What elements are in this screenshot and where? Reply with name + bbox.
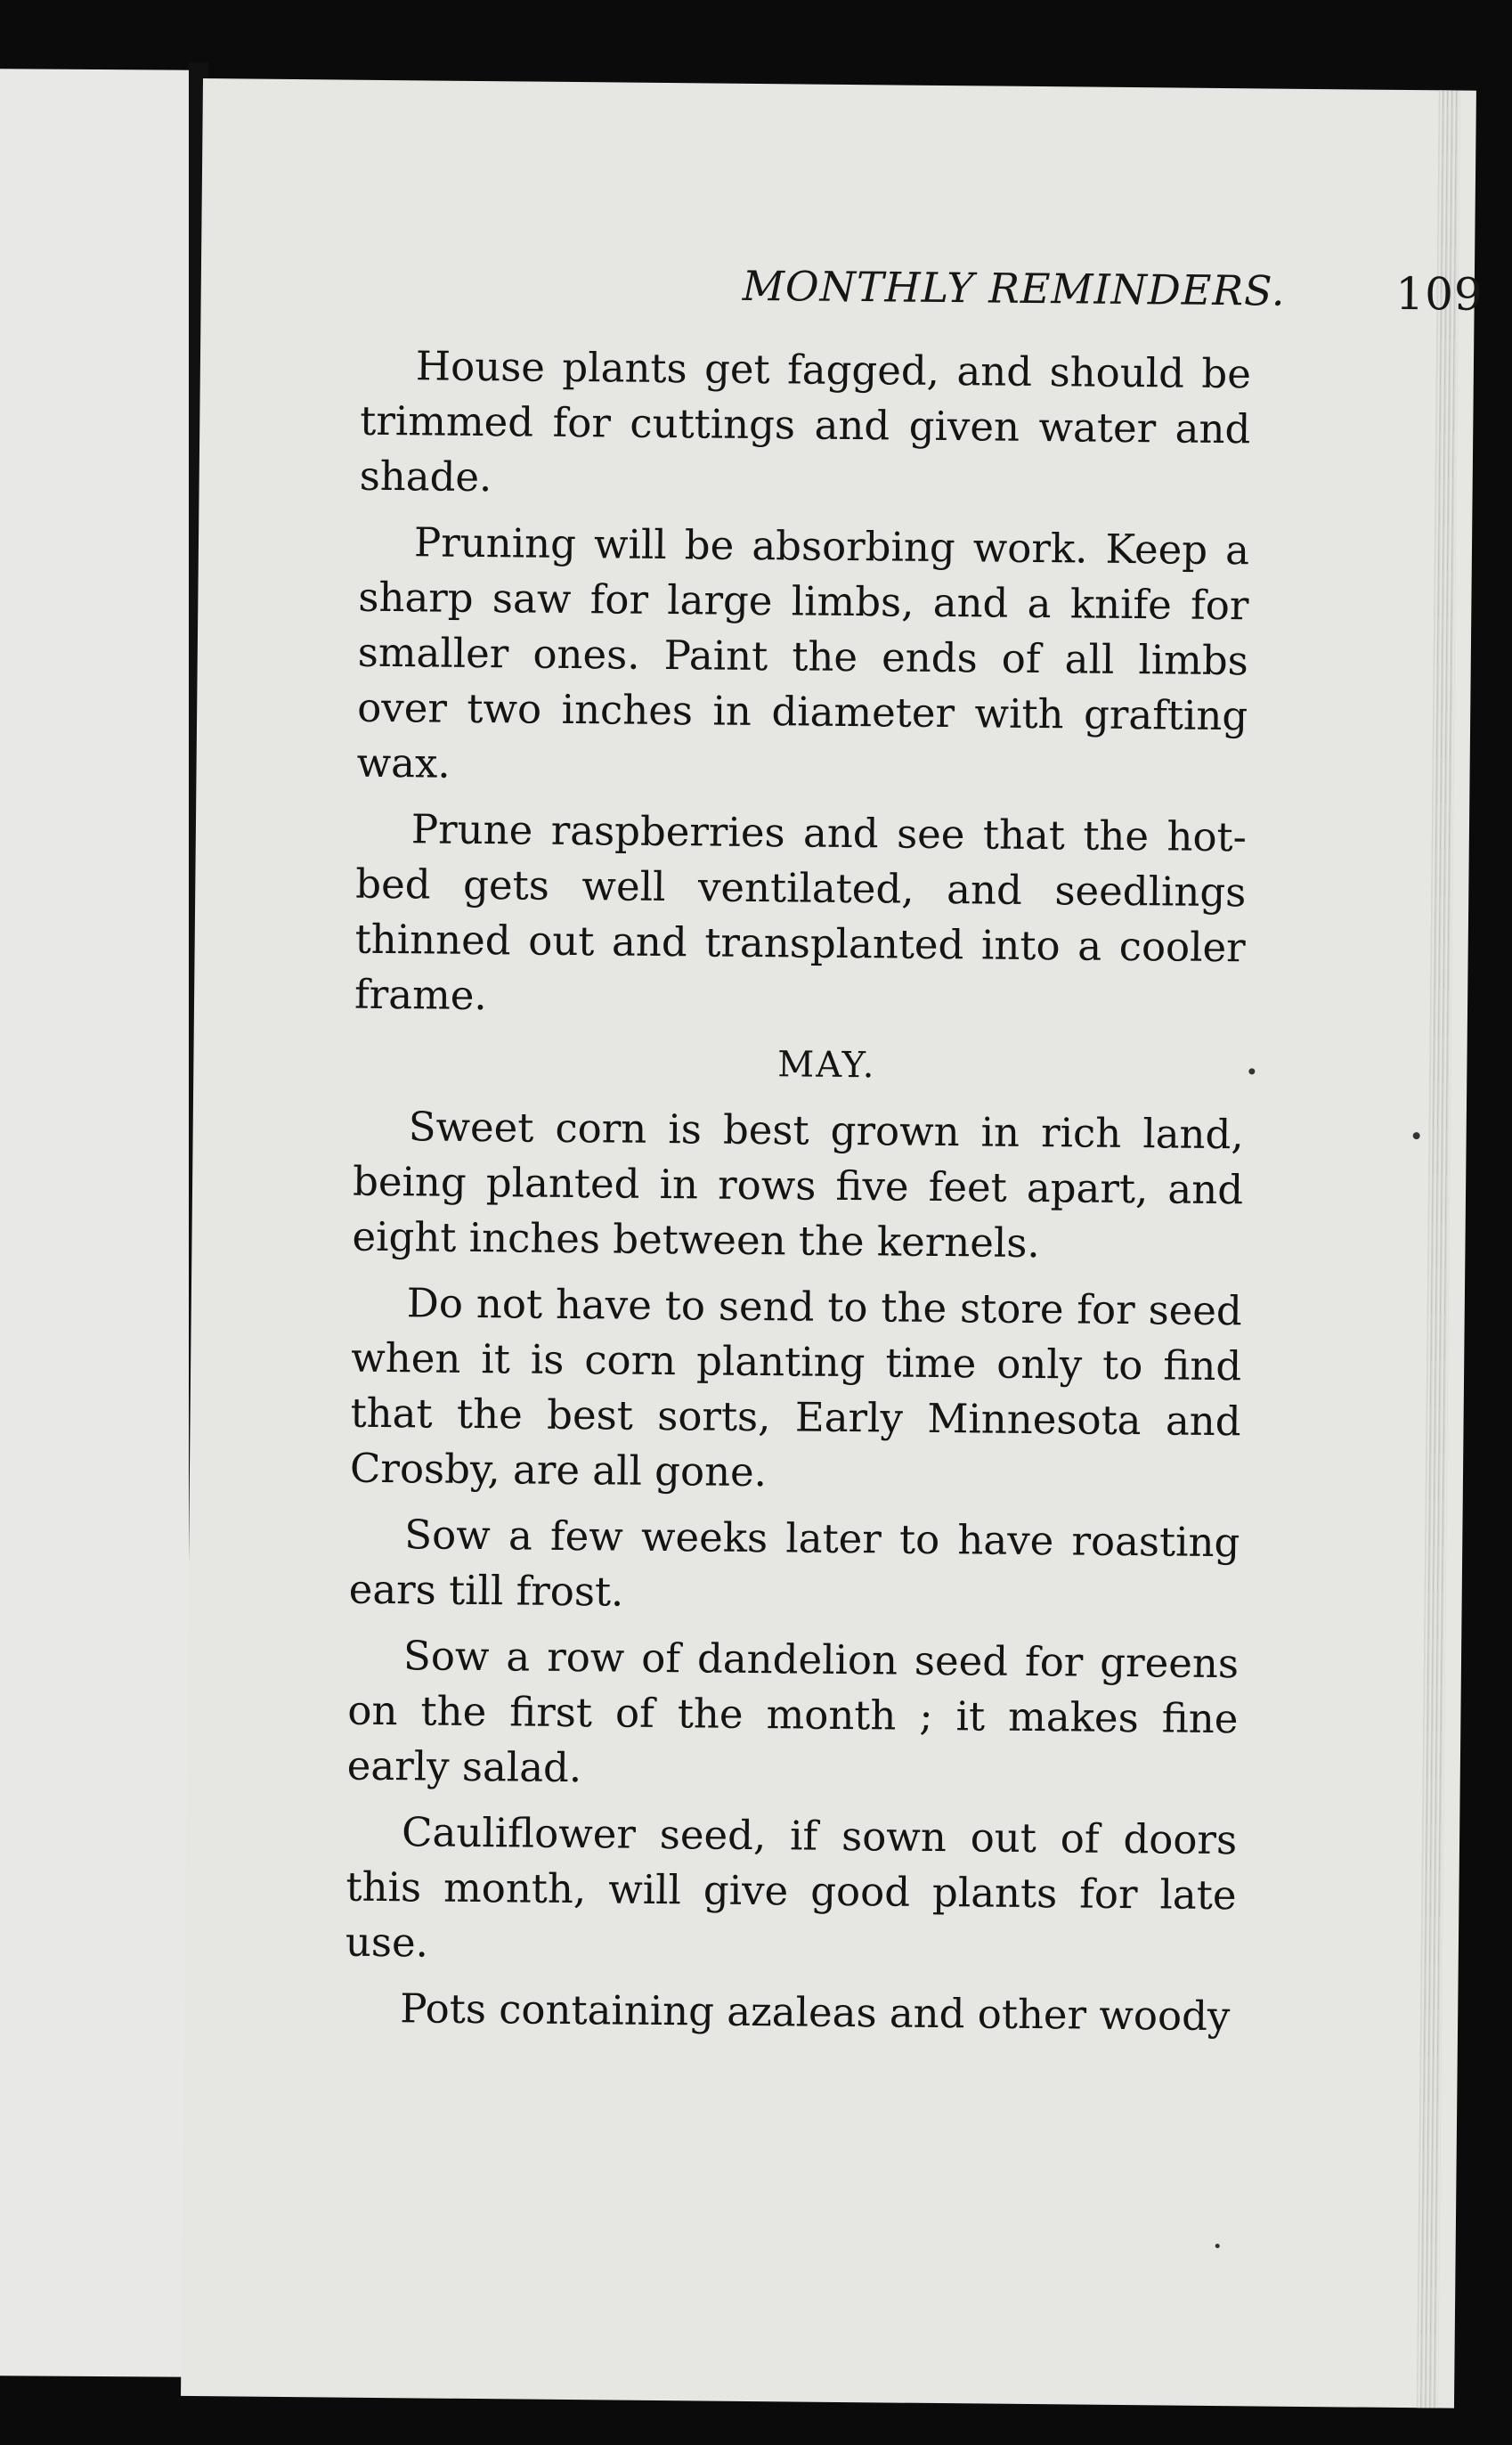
scan-speck bbox=[1248, 1068, 1255, 1074]
book-page bbox=[181, 78, 1484, 2408]
paragraph: Sweet corn is best grown in rich land, being planted in rows five feet apart, and eight inches between the kernels. bbox=[352, 1103, 1244, 1267]
running-title: MONTHLY REMINDERS. bbox=[742, 261, 1286, 315]
paragraph: Sow a row of dandelion seed for greens on the first of the month ; it makes fine early salad. bbox=[346, 1632, 1240, 1792]
scan-speck bbox=[1215, 2244, 1220, 2248]
running-header bbox=[540, 260, 1484, 321]
paragraph: House plants get fagged, and should be trimmed for cuttings and given water and shade. bbox=[359, 342, 1252, 501]
paragraph: Pruning will be absorbing work. Keep a sharp saw for large limbs, and a knife for smaller ones. Paint the ends of all limbs over two inches in diameter with grafting wax. bbox=[356, 518, 1250, 787]
scan-speck bbox=[1413, 1132, 1420, 1139]
paragraph: Cauliflower seed, if sown out of doors this month, will give good plants for late use. bbox=[345, 1808, 1238, 1967]
section-heading: MAY. bbox=[777, 1044, 876, 1087]
paragraph: Prune raspberries and see that the hot-bed gets well ventilated, and seedlings thinned out and transplanted into a cooler frame. bbox=[354, 805, 1248, 1020]
page-edge-shading bbox=[1417, 90, 1460, 2408]
paragraph: Sow a few weeks later to have roasting ears till frost. bbox=[348, 1511, 1240, 1616]
paragraph: Do not have to send to the store for seed when it is corn planting time only to find that the best sorts, Early Minnesota and Crosby, are all gone. bbox=[349, 1279, 1243, 1496]
paragraph: Pots containing azaleas and other woody bbox=[399, 1985, 1231, 2041]
page-number: 109 bbox=[1395, 267, 1484, 321]
facing-page-edge bbox=[0, 69, 194, 2377]
body-text bbox=[345, 338, 1251, 2056]
